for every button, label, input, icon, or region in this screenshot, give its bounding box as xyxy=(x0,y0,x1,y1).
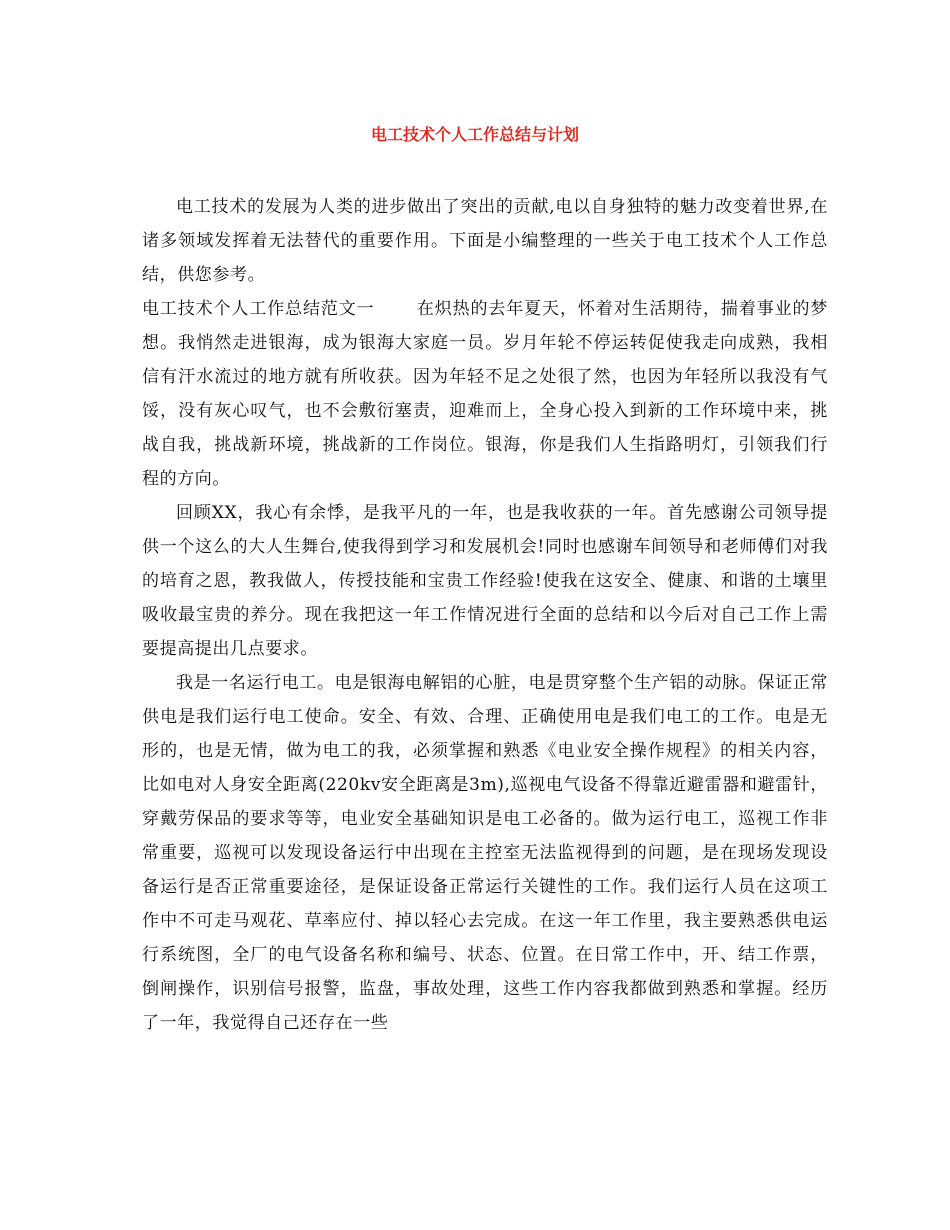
document-title: 电工技术个人工作总结与计划 xyxy=(370,125,579,144)
paragraph-sample-one xyxy=(142,292,828,496)
paragraph-sample-one-text: 在炽热的去年夏天，怀着对生活期待，揣着事业的梦想。我悄然走进银海，成为银海大家庭一员。岁月年轮不停运转促使我走向成熟，我相信有汗水流过的地方就有所收获。因为年轻不足之处很了然，也因为年轻所以我没有气馁，没有灰心叹气，也不会敷衍塞责，迎难而上，全身心投入到新的工作环境中来，挑战自我，挑战新环境，挑战新的工作岗位。银海，你是我们人生指路明灯，引领我们行程的方向。 xyxy=(142,299,828,489)
document-body xyxy=(142,190,828,1040)
section-heading: 电工技术个人工作总结范文一 xyxy=(142,299,375,319)
paragraph-duties: 我是一名运行电工。电是银海电解铝的心脏，电是贯穿整个生产铝的动脉。保证正常供电是我们运行电工使命。安全、有效、合理、正确使用电是我们电工的工作。电是无形的，也是无情，做为电工的我，必须掌握和熟悉《电业安全操作规程》的相关内容，比如电对人身安全距离(220kv安全距离是3m),巡视电气设备不得靠近避雷器和避雷针，穿戴劳保品的要求等等，电业安全基础知识是电工必备的。做为运行电工，巡视工作非常重要，巡视可以发现设备运行中出现在主控室无法监视得到的问题，是在现场发现设备运行是否正常重要途径，是保证设备正常运行关键性的工作。我们运行人员在这项工作中不可走马观花、草率应付、掉以轻心去完成。在这一年工作里，我主要熟悉供电运行系统图，全厂的电气设备名称和编号、状态、位置。在日常工作中，开、结工作票，倒闸操作，识别信号报警，监盘，事故处理，这些工作内容我都做到熟悉和掌握。经历了一年，我觉得自己还存在一些 xyxy=(142,673,828,1033)
paragraph-intro: 电工技术的发展为人类的进步做出了突出的贡献,电以自身独特的魅力改变着世界,在诸多领域发挥着无法替代的重要作用。下面是小编整理的一些关于电工技术个人工作总结，供您参考。 xyxy=(142,197,828,285)
paragraph-review: 回顾XX，我心有余悸，是我平凡的一年，也是我收获的一年。首先感谢公司领导提供一个这么的大人生舞台,使我得到学习和发展机会!同时也感谢车间领导和老师傅们对我的培育之恩，教我做人，传授技能和宝贵工作经验!使我在这安全、健康、和谐的土壤里吸收最宝贵的养分。现在我把这一年工作情况进行全面的总结和以今后对自己工作上需要提高提出几点要求。 xyxy=(142,503,828,659)
